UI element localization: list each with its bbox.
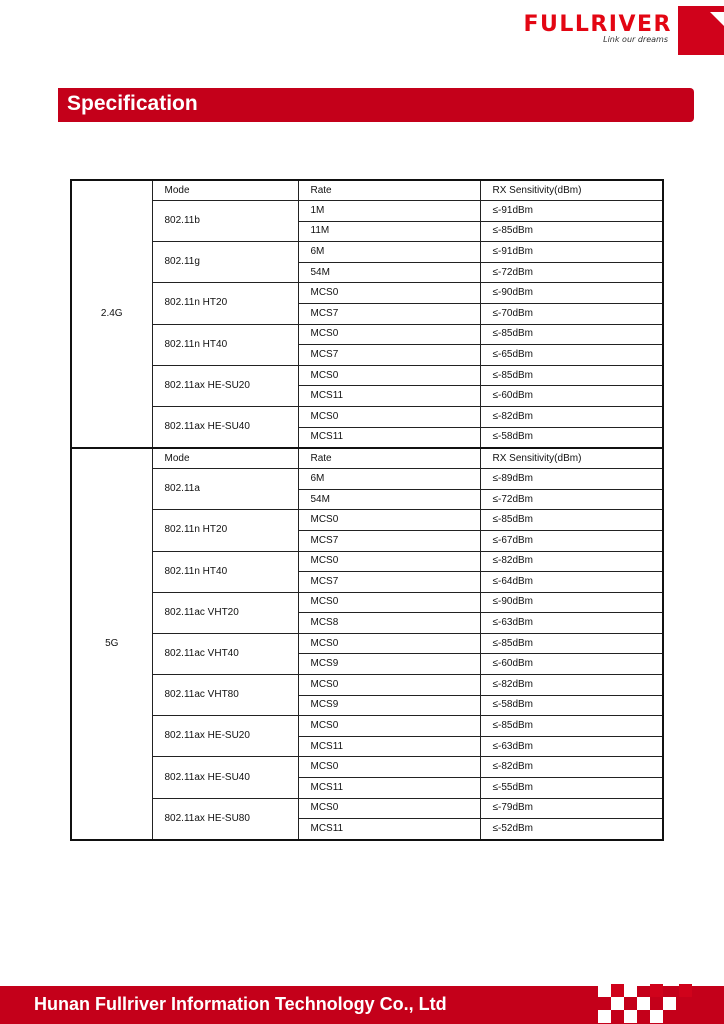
section-title: Specification [67, 92, 198, 115]
sensitivity-cell: ≤-60dBm [480, 386, 663, 407]
table-row [71, 675, 663, 696]
rate-cell: MCS0 [298, 510, 480, 531]
table-row [71, 283, 663, 304]
sensitivity-cell: ≤-91dBm [480, 201, 663, 222]
mode-cell: 802.11g [152, 242, 298, 283]
sensitivity-cell: ≤-52dBm [480, 819, 663, 840]
rate-cell: MCS11 [298, 819, 480, 840]
rate-cell: MCS7 [298, 303, 480, 324]
mode-header: Mode [152, 180, 298, 201]
mode-cell: 802.11ax HE-SU20 [152, 365, 298, 406]
rx-sensitivity-table [70, 179, 664, 841]
rate-cell: MCS0 [298, 283, 480, 304]
sensitivity-cell: ≤-89dBm [480, 469, 663, 490]
rate-cell: MCS0 [298, 675, 480, 696]
sensitivity-cell: ≤-85dBm [480, 510, 663, 531]
sensitivity-cell: ≤-67dBm [480, 530, 663, 551]
mode-cell: 802.11ac VHT80 [152, 675, 298, 716]
table-header-row [71, 180, 663, 201]
sensitivity-cell: ≤-55dBm [480, 778, 663, 799]
table-row [71, 798, 663, 819]
rate-cell: MCS11 [298, 427, 480, 448]
sensitivity-header: RX Sensitivity(dBm) [480, 448, 663, 469]
sensitivity-cell: ≤-85dBm [480, 221, 663, 242]
table-row [71, 716, 663, 737]
mode-cell: 802.11n HT40 [152, 551, 298, 592]
sensitivity-cell: ≤-63dBm [480, 736, 663, 757]
sensitivity-cell: ≤-65dBm [480, 345, 663, 366]
sensitivity-cell: ≤-60dBm [480, 654, 663, 675]
rate-cell: 54M [298, 489, 480, 510]
table-row [71, 510, 663, 531]
rate-cell: MCS0 [298, 798, 480, 819]
rate-cell: MCS0 [298, 406, 480, 427]
mode-cell: 802.11ax HE-SU40 [152, 757, 298, 798]
rate-cell: MCS9 [298, 695, 480, 716]
mode-cell: 802.11n HT20 [152, 510, 298, 551]
sensitivity-cell: ≤-63dBm [480, 613, 663, 634]
band-cell: 2.4G [71, 180, 152, 448]
sensitivity-cell: ≤-82dBm [480, 406, 663, 427]
table-row [71, 469, 663, 490]
rate-cell: 6M [298, 469, 480, 490]
table-row [71, 406, 663, 427]
mode-cell: 802.11ax HE-SU40 [152, 406, 298, 448]
sensitivity-cell: ≤-85dBm [480, 716, 663, 737]
table-row [71, 592, 663, 613]
rate-cell: MCS11 [298, 778, 480, 799]
rate-cell: MCS0 [298, 633, 480, 654]
table-row [71, 551, 663, 572]
sensitivity-cell: ≤-90dBm [480, 592, 663, 613]
sensitivity-cell: ≤-72dBm [480, 489, 663, 510]
footer-company-name: Hunan Fullriver Information Technology Co., Ltd [34, 994, 447, 1014]
rate-cell: MCS7 [298, 572, 480, 593]
rate-cell: MCS0 [298, 757, 480, 778]
company-logo [462, 12, 672, 46]
rate-cell: MCS8 [298, 613, 480, 634]
sensitivity-cell: ≤-58dBm [480, 427, 663, 448]
rate-cell: MCS0 [298, 365, 480, 386]
rate-cell: 54M [298, 262, 480, 283]
table-row [71, 242, 663, 263]
sensitivity-cell: ≤-82dBm [480, 675, 663, 696]
mode-cell: 802.11ac VHT20 [152, 592, 298, 633]
mode-cell: 802.11n HT40 [152, 324, 298, 365]
sensitivity-cell: ≤-58dBm [480, 695, 663, 716]
sensitivity-cell: ≤-90dBm [480, 283, 663, 304]
rate-header: Rate [298, 448, 480, 469]
band-cell: 5G [71, 448, 152, 840]
table-row [71, 201, 663, 222]
mode-cell: 802.11ax HE-SU80 [152, 798, 298, 840]
mode-cell: 802.11ax HE-SU20 [152, 716, 298, 757]
sensitivity-cell: ≤-72dBm [480, 262, 663, 283]
sensitivity-header: RX Sensitivity(dBm) [480, 180, 663, 201]
rate-cell: MCS11 [298, 736, 480, 757]
logo-wordmark: FULLRIVER [523, 12, 672, 37]
rate-cell: MCS9 [298, 654, 480, 675]
mode-cell: 802.11b [152, 201, 298, 242]
rate-cell: MCS0 [298, 716, 480, 737]
table-row [71, 365, 663, 386]
mode-header: Mode [152, 448, 298, 469]
rate-cell: MCS7 [298, 345, 480, 366]
rate-header: Rate [298, 180, 480, 201]
logo-tagline: Link our dreams [603, 35, 668, 44]
rate-cell: MCS11 [298, 386, 480, 407]
sensitivity-cell: ≤-91dBm [480, 242, 663, 263]
mode-cell: 802.11n HT20 [152, 283, 298, 324]
footer-bar [0, 986, 724, 1024]
mode-cell: 802.11a [152, 469, 298, 510]
rate-cell: MCS0 [298, 592, 480, 613]
sensitivity-cell: ≤-82dBm [480, 757, 663, 778]
rate-cell: MCS0 [298, 324, 480, 345]
sensitivity-cell: ≤-64dBm [480, 572, 663, 593]
rate-cell: MCS7 [298, 530, 480, 551]
table-row [71, 633, 663, 654]
sensitivity-cell: ≤-85dBm [480, 633, 663, 654]
mode-cell: 802.11ac VHT40 [152, 633, 298, 674]
sensitivity-cell: ≤-85dBm [480, 324, 663, 345]
rate-cell: 11M [298, 221, 480, 242]
sensitivity-cell: ≤-85dBm [480, 365, 663, 386]
table-row [71, 324, 663, 345]
rate-cell: MCS0 [298, 551, 480, 572]
table-header-row [71, 448, 663, 469]
corner-flag-decoration [678, 6, 724, 55]
table-row [71, 757, 663, 778]
sensitivity-cell: ≤-82dBm [480, 551, 663, 572]
rate-cell: 6M [298, 242, 480, 263]
section-title-bar [58, 88, 694, 122]
rate-cell: 1M [298, 201, 480, 222]
sensitivity-cell: ≤-79dBm [480, 798, 663, 819]
sensitivity-cell: ≤-70dBm [480, 303, 663, 324]
